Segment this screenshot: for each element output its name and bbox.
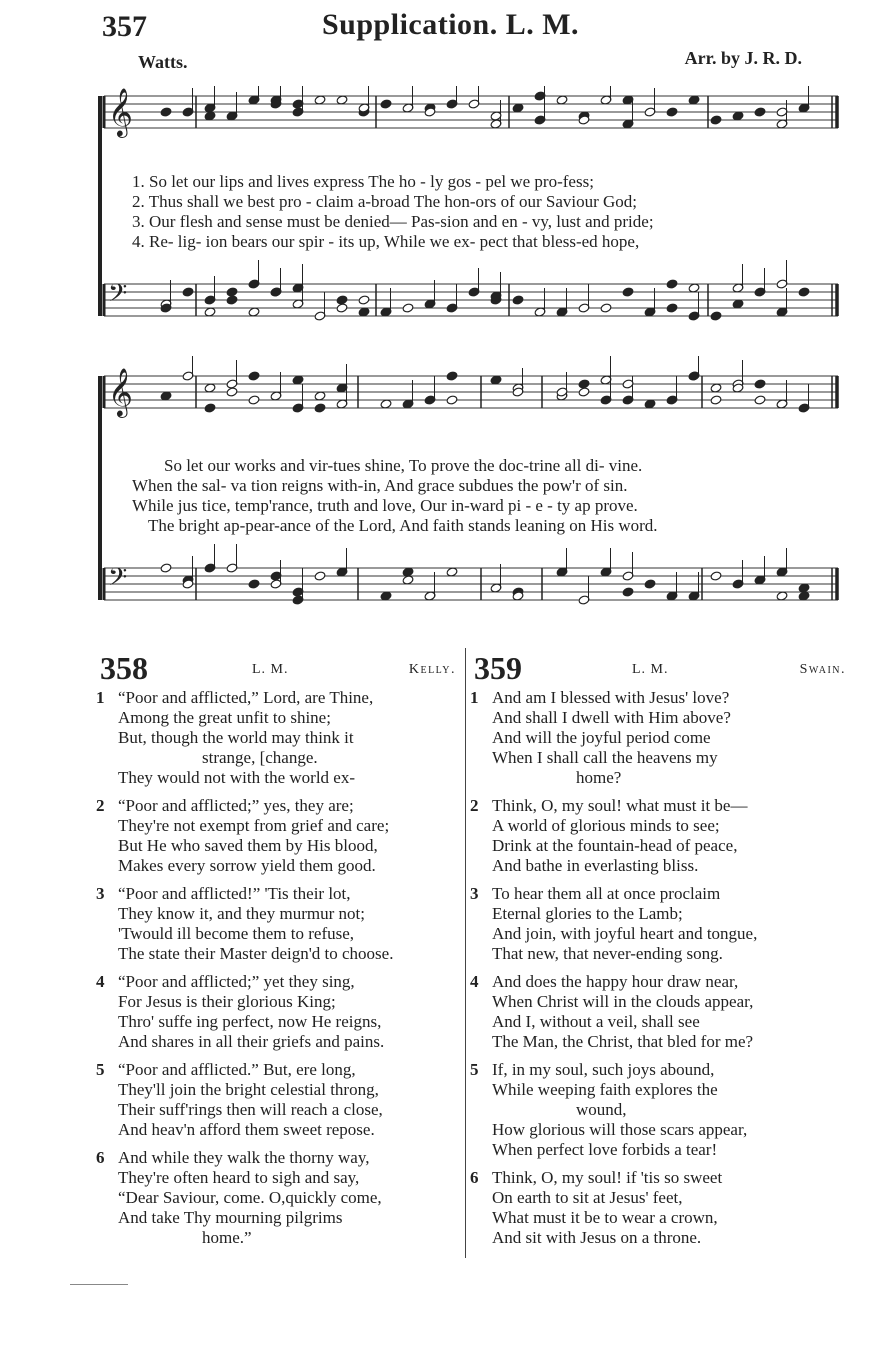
stanza-line: Think, O, my soul! if 'tis so sweet <box>492 1168 723 1187</box>
note-head <box>754 395 766 405</box>
treble-clef-icon: 𝄞 <box>108 87 133 136</box>
hymn-358-header <box>96 650 458 688</box>
note-head <box>248 371 260 381</box>
stanza-line: home? <box>576 768 622 787</box>
stanza-line: They would not with the world ex- <box>118 768 356 787</box>
bass-clef-icon: 𝄢 <box>108 563 128 598</box>
stanza-list <box>96 688 458 1248</box>
stanza-line: When Christ will in the clouds appear, <box>492 992 754 1011</box>
stanza-line: And does the happy hour draw near, <box>492 972 739 991</box>
stanza-list <box>470 688 832 1248</box>
stanza <box>470 1060 832 1160</box>
verse-block-2 <box>132 456 658 536</box>
hymn-author: Kelly. <box>408 662 456 677</box>
note-head <box>446 395 458 405</box>
note-head <box>754 379 766 389</box>
stanza-line: And join, with joyful heart and tongue, <box>492 924 758 943</box>
stanza-number: 3 <box>470 884 479 903</box>
note-head <box>226 295 238 305</box>
stanza-line: “Poor and afflicted.” But, ere long, <box>118 1060 356 1079</box>
note-head <box>754 107 766 117</box>
lyricist: Watts. <box>138 52 188 72</box>
stanza-line: And am I blessed with Jesus' love? <box>492 688 730 707</box>
stanza-line: And sit with Jesus on a throne. <box>492 1228 702 1247</box>
verse-line: 2. Thus shall we best pro - claim a-broad The hon-ors of our Saviour God; <box>132 192 638 211</box>
stanza <box>96 796 458 876</box>
stanza-line: wound, <box>576 1100 627 1119</box>
stanza-line: A world of glorious minds to see; <box>492 816 720 835</box>
hymn-meter: L. M. <box>252 662 289 677</box>
stanza-line: To hear them all at once proclaim <box>492 884 721 903</box>
note-head <box>512 295 524 305</box>
verse-line: The bright ap-pear-ance of the Lord, And faith stands leaning on His word. <box>148 516 658 535</box>
stanza <box>96 688 458 788</box>
stanza-line: What must it be to wear a crown, <box>492 1208 718 1227</box>
column-divider <box>465 648 466 1258</box>
note-head <box>644 579 656 589</box>
note-head <box>336 295 348 305</box>
arranger: Arr. by J. R. D. <box>684 48 802 68</box>
stanza-number: 3 <box>96 884 105 903</box>
bass-clef-icon: 𝄢 <box>108 279 128 314</box>
stanza-line: On earth to sit at Jesus' feet, <box>492 1188 683 1207</box>
note-head <box>380 99 392 109</box>
stanza-line: That new, that never-ending song. <box>492 944 723 963</box>
stanza-line: Among the great unfit to shine; <box>118 708 331 727</box>
stanza <box>470 972 832 1052</box>
stanza-line: Think, O, my soul! what must it be— <box>492 796 748 815</box>
stanza-line: For Jesus is their glorious King; <box>118 992 336 1011</box>
stanza-number: 6 <box>470 1168 479 1187</box>
note-head <box>446 371 458 381</box>
hymn-number: 357 <box>102 10 147 43</box>
hymn-358 <box>96 650 458 1256</box>
stanza-line: Their suff'rings then will reach a close, <box>118 1100 383 1119</box>
stanza-line: They'll join the bright celestial throng, <box>118 1080 379 1099</box>
verse-line: While jus tice, temp'rance, truth and love, Our in-ward pi - e - ty ap prove. <box>132 496 638 515</box>
stanza-line: While weeping faith explores the <box>492 1080 718 1099</box>
note-head <box>402 303 414 313</box>
note-head <box>248 395 260 405</box>
stanza <box>96 884 458 964</box>
stanza-line: Thro' suffe ing perfect, now He reigns, <box>118 1012 382 1031</box>
stanza-line: 'Twould ill become them to refuse, <box>118 924 355 943</box>
stanza <box>470 1168 832 1248</box>
note-head <box>248 579 260 589</box>
stanza-number: 2 <box>96 796 105 815</box>
stanza-number: 2 <box>470 796 479 815</box>
stanza-number: 6 <box>96 1148 105 1167</box>
stanza-line: Drink at the fountain-head of peace, <box>492 836 738 855</box>
verse-block-1 <box>132 172 654 252</box>
stanza <box>470 884 832 964</box>
note-head <box>160 107 172 117</box>
stanza-line: And heav'n afford them sweet repose. <box>118 1120 375 1139</box>
stanza-number: 4 <box>470 972 479 991</box>
stanza-line: “Poor and afflicted,” Lord, are Thine, <box>118 688 374 707</box>
note-head <box>578 387 590 397</box>
note-head <box>160 563 172 573</box>
stanza-line: And bathe in everlasting bliss. <box>492 856 699 875</box>
note-head <box>600 303 612 313</box>
note-head <box>314 403 326 413</box>
stanza-line: When I shall call the heavens my <box>492 748 718 767</box>
verse-line: 1. So let our lips and lives express The ho - ly gos - pel we pro-fess; <box>132 172 594 191</box>
stanza-line: Makes every sorrow yield them good. <box>118 856 376 875</box>
treble-clef-icon: 𝄞 <box>108 367 133 416</box>
stanza-line: “Poor and afflicted!” 'Tis their lot, <box>118 884 351 903</box>
note-head <box>204 403 216 413</box>
verse-line: 3. Our flesh and sense must be denied— Pas-sion and en - vy, lust and pride; <box>132 212 654 231</box>
stanza-line: And take Thy mourning pilgrims <box>118 1208 343 1227</box>
note-head <box>336 303 348 313</box>
note-head <box>666 303 678 313</box>
note-head <box>358 295 370 305</box>
stanza-line: “Poor and afflicted;” yet they sing, <box>118 972 355 991</box>
stanza-line: And will the joyful period come <box>492 728 711 747</box>
stanza-line: If, in my soul, such joys abound, <box>492 1060 715 1079</box>
footer-rule <box>70 1284 128 1285</box>
stanza-line: But He who saved them by His blood, <box>118 836 378 855</box>
hymn-number: 359 <box>474 650 522 686</box>
stanza-line: And I, without a veil, shall see <box>492 1012 700 1031</box>
verse-line: So let our works and vir-tues shine, To prove the doc-trine all di- vine. <box>164 456 643 475</box>
note-head <box>622 287 634 297</box>
note-head <box>710 395 722 405</box>
stanza <box>96 1060 458 1140</box>
stanza-line: And while they walk the thorny way, <box>118 1148 370 1167</box>
note-head <box>182 287 194 297</box>
stanza-line: Eternal glories to the Lamb; <box>492 904 683 923</box>
stanza <box>96 972 458 1052</box>
stanza-number: 5 <box>96 1060 105 1079</box>
stanza-line: But, though the world may think it <box>118 728 354 747</box>
note-head <box>710 115 722 125</box>
hymn-number: 358 <box>100 650 148 686</box>
stanza-number: 5 <box>470 1060 479 1079</box>
hymn-meter: L. M. <box>632 662 669 677</box>
stanza <box>470 688 832 788</box>
stanza-line: When perfect love forbids a tear! <box>492 1140 718 1159</box>
stanza-number: 1 <box>96 688 105 707</box>
hymn-author: Swain. <box>799 662 846 677</box>
hymn-359-header <box>470 650 846 688</box>
note-head <box>666 279 678 289</box>
note-head <box>622 587 634 597</box>
stanza-line: And shall I dwell with Him above? <box>492 708 731 727</box>
note-head <box>226 287 238 297</box>
note-head <box>226 387 238 397</box>
stanza <box>96 1148 458 1248</box>
verse-line: 4. Re- lig- ion bears our spir - its up, While we ex- pect that bless-ed hope, <box>132 232 640 251</box>
verse-line: When the sal- va tion reigns with-in, And grace subdues the pow'r of sin. <box>132 476 628 495</box>
note-head <box>710 571 722 581</box>
hymn-359 <box>470 650 846 1256</box>
stanza-line: home.” <box>202 1228 252 1247</box>
note-head <box>666 107 678 117</box>
stanza-line: The state their Master deign'd to choose. <box>118 944 394 963</box>
stanza-line: They're often heard to sigh and say, <box>118 1168 360 1187</box>
stanza-line: And shares in all their griefs and pains. <box>118 1032 385 1051</box>
note-head <box>798 287 810 297</box>
stanza-line: strange, [change. <box>202 748 318 767</box>
stanza-line: “Dear Saviour, come. O,quickly come, <box>118 1188 382 1207</box>
stanza <box>470 796 832 876</box>
hymn-title: Supplication. L. M. <box>322 8 580 41</box>
stanza-number: 1 <box>470 688 479 707</box>
note-head <box>578 379 590 389</box>
note-head <box>710 311 722 321</box>
stanza-number: 4 <box>96 972 105 991</box>
note-head <box>314 571 326 581</box>
stanza-line: The Man, the Christ, that bled for me? <box>492 1032 754 1051</box>
stanza-line: They're not exempt from grief and care; <box>118 816 390 835</box>
stanza-line: They know it, and they murmur not; <box>118 904 365 923</box>
stanza-line: “Poor and afflicted;” yes, they are; <box>118 796 354 815</box>
stanza-line: How glorious will those scars appear, <box>492 1120 748 1139</box>
